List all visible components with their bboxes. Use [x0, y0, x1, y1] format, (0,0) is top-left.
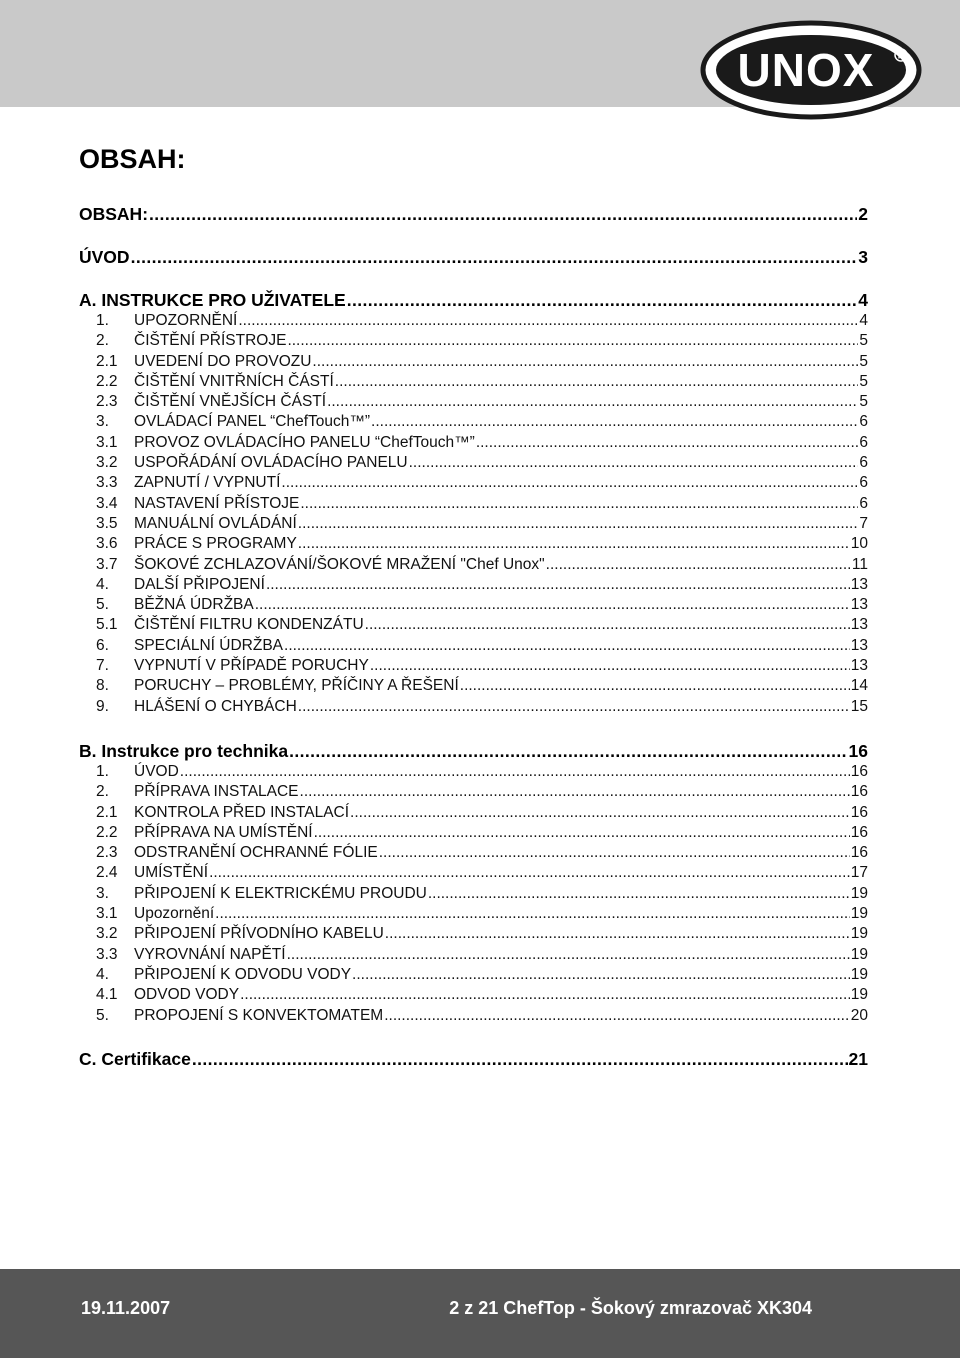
toc-item-text: PORUCHY – PROBLÉMY, PŘÍČINY A ŘEŠENÍ [134, 677, 459, 695]
toc-item-text: PŘIPOJENÍ K ODVODU VODY [134, 965, 352, 983]
toc-item-text: UMÍSTĚNÍ [134, 864, 209, 882]
toc-item[interactable] [79, 1006, 868, 1026]
toc-leader-dots [266, 575, 850, 595]
toc-leader-dots [192, 1049, 848, 1070]
toc-item-text: PŘÍPRAVA INSTALACE [134, 783, 299, 801]
toc-leader-dots [281, 473, 858, 493]
toc-leader-dots [255, 595, 850, 615]
toc-item-text: PŘIPOJENÍ PŘÍVODNÍHO KABELU [134, 925, 384, 943]
toc-leader-dots [215, 904, 850, 924]
toc-item-number: 3.2 [96, 925, 118, 943]
toc-leader-dots [287, 945, 850, 965]
toc-item-text: PŘÍPRAVA NA UMÍSTĚNÍ [134, 823, 313, 841]
toc-item-number: 2.1 [96, 352, 118, 370]
toc-item-text: ODSTRANĚNÍ OCHRANNÉ FÓLIE [134, 844, 378, 862]
toc-item-number: 2.2 [96, 372, 118, 390]
toc-item-text: BĚŽNÁ ÚDRŽBA [134, 596, 254, 614]
toc-item[interactable] [79, 433, 868, 453]
toc-leader-dots [149, 204, 857, 225]
toc-page-number: 6 [859, 413, 868, 431]
toc-section-b-list [79, 762, 868, 1026]
toc-item-number: 2. [96, 783, 109, 801]
toc-page-number: 19 [850, 925, 868, 943]
toc-item[interactable] [79, 473, 868, 493]
toc-leader-dots [370, 656, 850, 676]
toc-item-number: 3.3 [96, 474, 118, 492]
table-of-contents [79, 200, 868, 1070]
toc-item[interactable] [79, 904, 868, 924]
toc-item[interactable] [79, 453, 868, 473]
toc-leader-dots [180, 762, 850, 782]
toc-item-text: DALŠÍ PŘIPOJENÍ [134, 575, 265, 593]
toc-item-text: PŘIPOJENÍ K ELEKTRICKÉMU PROUDU [134, 884, 427, 902]
toc-item-number: 2.2 [96, 823, 118, 841]
toc-leader-dots [460, 676, 850, 696]
toc-item[interactable] [79, 412, 868, 432]
toc-entry-obsah[interactable] [79, 204, 868, 225]
toc-item[interactable] [79, 311, 868, 331]
toc-leader-dots [350, 803, 850, 823]
toc-item-number: 1. [96, 762, 109, 780]
toc-item[interactable] [79, 843, 868, 863]
toc-item-number: 7. [96, 657, 109, 675]
toc-leader-dots [300, 494, 858, 514]
toc-item[interactable] [79, 352, 868, 372]
toc-leader-dots [476, 433, 859, 453]
toc-page-number: 16 [850, 803, 868, 821]
toc-item-number: 5. [96, 596, 109, 614]
toc-item-number: 9. [96, 697, 109, 715]
toc-item-number: 2.3 [96, 393, 118, 411]
toc-page-number: 4 [858, 290, 868, 310]
toc-item-text: SPECIÁLNÍ ÚDRŽBA [134, 636, 284, 654]
toc-leader-dots [314, 823, 850, 843]
toc-entry-text: OBSAH: [79, 204, 149, 224]
toc-section-b-title[interactable] [79, 741, 868, 762]
toc-item-text: HLÁŠENÍ O CHYBÁCH [134, 697, 297, 715]
toc-item-text: OVLÁDACÍ PANEL “ChefTouch™” [134, 413, 371, 431]
toc-leader-dots [284, 636, 850, 656]
toc-item-text: VYPNUTÍ V PŘÍPADĚ PORUCHY [134, 657, 369, 675]
toc-item[interactable] [79, 782, 868, 802]
toc-entry-text: A. INSTRUKCE PRO UŽIVATELE [79, 290, 346, 310]
toc-item[interactable] [79, 945, 868, 965]
toc-leader-dots [131, 247, 858, 268]
toc-item-number: 6. [96, 636, 109, 654]
toc-item[interactable] [79, 514, 868, 534]
toc-page-number: 5 [859, 372, 868, 390]
toc-item-text: NASTAVENÍ PŘÍSTOJE [134, 494, 300, 512]
toc-page-number: 19 [850, 986, 868, 1004]
svg-text:R: R [897, 50, 905, 61]
toc-section-a-title[interactable] [79, 290, 868, 311]
toc-leader-dots [384, 1006, 850, 1026]
toc-leader-dots [298, 534, 850, 554]
toc-page-number: 17 [850, 864, 868, 882]
toc-leader-dots [298, 697, 850, 717]
footer-document-title: 2 z 21 ChefTop - Šokový zmrazovač XK304 [449, 1298, 812, 1318]
toc-item[interactable] [79, 555, 868, 575]
toc-item-number: 3.4 [96, 494, 118, 512]
toc-leader-dots [287, 331, 858, 351]
toc-item-number: 4. [96, 965, 109, 983]
toc-leader-dots [371, 412, 858, 432]
toc-page-number: 11 [851, 555, 868, 573]
toc-item-number: 2.4 [96, 864, 118, 882]
toc-page-number: 6 [859, 454, 868, 472]
toc-page-number: 13 [850, 636, 868, 654]
toc-item-number: 4. [96, 575, 109, 593]
toc-item-number: 3.5 [96, 514, 118, 532]
toc-item-number: 3.3 [96, 945, 118, 963]
toc-item-number: 3.1 [96, 433, 118, 451]
toc-item-number: 5.1 [96, 616, 118, 634]
toc-item-text: Upozornění [134, 905, 215, 923]
unox-logo [700, 20, 922, 121]
toc-item-text: ODVOD VODY [134, 986, 240, 1004]
toc-item-text: ČIŠTĚNÍ VNĚJŠÍCH ČÁSTÍ [134, 393, 327, 411]
toc-item[interactable] [79, 331, 868, 351]
toc-item-text: ČIŠTĚNÍ FILTRU KONDENZÁTU [134, 616, 364, 634]
toc-leader-dots [300, 782, 850, 802]
page-title: OBSAH: [79, 144, 186, 174]
toc-page-number: 20 [850, 1006, 868, 1024]
toc-item-number: 3.7 [96, 555, 118, 573]
toc-leader-dots [546, 555, 851, 575]
toc-item[interactable] [79, 697, 868, 717]
toc-leader-dots [409, 453, 859, 473]
toc-item[interactable] [79, 803, 868, 823]
toc-item-number: 4.1 [96, 986, 118, 1004]
toc-item-number: 1. [96, 312, 109, 329]
toc-item-text: ÚVOD [134, 762, 179, 780]
toc-page-number: 15 [850, 697, 868, 715]
toc-item-text: ŠOKOVÉ ZCHLAZOVÁNÍ/ŠOKOVÉ MRAŽENÍ "Chef Unox" [134, 555, 545, 573]
toc-item-number: 2.1 [96, 803, 118, 821]
toc-item[interactable] [79, 372, 868, 392]
toc-item-number: 2.3 [96, 844, 118, 862]
toc-leader-dots [352, 965, 850, 985]
toc-page-number: 21 [848, 1048, 868, 1069]
toc-item[interactable] [79, 676, 868, 696]
toc-page-number: 13 [850, 575, 868, 593]
toc-item[interactable] [79, 656, 868, 676]
toc-item[interactable] [79, 595, 868, 615]
toc-leader-dots [385, 924, 850, 944]
toc-item-text: PROVOZ OVLÁDACÍHO PANELU “ChefTouch™” [134, 433, 475, 451]
toc-item-text: UPOZORNĚNÍ [134, 312, 238, 329]
toc-page-number: 6 [859, 494, 868, 512]
toc-leader-dots [347, 290, 858, 311]
toc-page-number: 5 [859, 393, 868, 411]
toc-page-number: 5 [859, 352, 868, 370]
toc-entry-text: C. Certifikace [79, 1048, 191, 1069]
toc-item-number: 2. [96, 332, 109, 350]
toc-item-text: KONTROLA PŘED INSTALACÍ [134, 803, 350, 821]
toc-page-number: 13 [850, 616, 868, 634]
toc-page-number: 13 [850, 657, 868, 675]
toc-page-number: 7 [859, 514, 868, 532]
toc-page-number: 16 [850, 783, 868, 801]
toc-page-number: 3 [858, 247, 868, 267]
toc-item[interactable] [79, 965, 868, 985]
toc-page-number: 19 [850, 884, 868, 902]
toc-item[interactable] [79, 924, 868, 944]
toc-item[interactable] [79, 575, 868, 595]
toc-item[interactable] [79, 392, 868, 412]
toc-leader-dots [240, 985, 850, 1005]
toc-page-number: 19 [850, 945, 868, 963]
toc-leader-dots [335, 372, 859, 392]
toc-page-number: 5 [859, 332, 868, 350]
toc-page-number: 13 [850, 596, 868, 614]
toc-leader-dots [289, 741, 847, 762]
toc-page-number: 10 [850, 535, 868, 553]
toc-item-text: PROPOJENÍ S KONVEKTOMATEM [134, 1006, 384, 1024]
toc-page-number: 19 [850, 905, 868, 923]
toc-leader-dots [298, 514, 859, 534]
toc-section-c-title[interactable] [79, 1049, 868, 1070]
toc-item[interactable] [79, 762, 868, 782]
toc-item-text: ČIŠTĚNÍ PŘÍSTROJE [134, 332, 287, 350]
toc-item-number: 8. [96, 677, 109, 695]
toc-entry-text: B. Instrukce pro technika [79, 740, 289, 761]
logo-text: UNOX [737, 44, 875, 96]
toc-leader-dots [428, 884, 850, 904]
toc-page-number: 16 [850, 823, 868, 841]
toc-item[interactable] [79, 636, 868, 656]
toc-page-number: 6 [859, 474, 868, 492]
toc-leader-dots [379, 843, 850, 863]
toc-page-number: 6 [859, 433, 868, 451]
toc-page-number: 4 [859, 312, 868, 329]
toc-item-text: ZAPNUTÍ / VYPNUTÍ [134, 474, 281, 492]
toc-leader-dots [365, 615, 850, 635]
toc-item-number: 5. [96, 1006, 109, 1024]
footer-date: 19.11.2007 [81, 1298, 171, 1318]
toc-item[interactable] [79, 534, 868, 554]
toc-item-text: USPOŘÁDÁNÍ OVLÁDACÍHO PANELU [134, 454, 408, 472]
toc-item-number: 3.2 [96, 454, 118, 472]
toc-page-number: 14 [850, 677, 868, 695]
toc-item-number: 3.6 [96, 535, 118, 553]
toc-leader-dots [312, 352, 858, 372]
toc-entry-text: ÚVOD [79, 247, 130, 267]
toc-item-text: UVEDENÍ DO PROVOZU [134, 352, 312, 370]
toc-page-number: 16 [848, 740, 868, 761]
toc-item-text: VYROVNÁNÍ NAPĚTÍ [134, 945, 286, 963]
toc-leader-dots [238, 311, 858, 331]
toc-page-number: 2 [858, 204, 868, 224]
toc-item[interactable] [79, 863, 868, 883]
toc-item[interactable] [79, 494, 868, 514]
toc-page-number: 19 [850, 965, 868, 983]
toc-leader-dots [209, 863, 850, 883]
toc-item-text: PRÁCE S PROGRAMY [134, 535, 297, 553]
toc-item[interactable] [79, 884, 868, 904]
toc-page-number: 16 [850, 844, 868, 862]
toc-entry-uvod[interactable] [79, 247, 868, 268]
toc-item[interactable] [79, 823, 868, 843]
toc-item-number: 3. [96, 884, 109, 902]
toc-leader-dots [327, 392, 858, 412]
toc-section-a-list [79, 311, 868, 717]
toc-item[interactable] [79, 615, 868, 635]
toc-item-number: 3.1 [96, 905, 118, 923]
toc-item-number: 3. [96, 413, 109, 431]
toc-item-text: MANUÁLNÍ OVLÁDÁNÍ [134, 514, 297, 532]
toc-item[interactable] [79, 985, 868, 1005]
toc-item-text: ČIŠTĚNÍ VNITŘNÍCH ČÁSTÍ [134, 372, 334, 390]
toc-page-number: 16 [850, 762, 868, 780]
